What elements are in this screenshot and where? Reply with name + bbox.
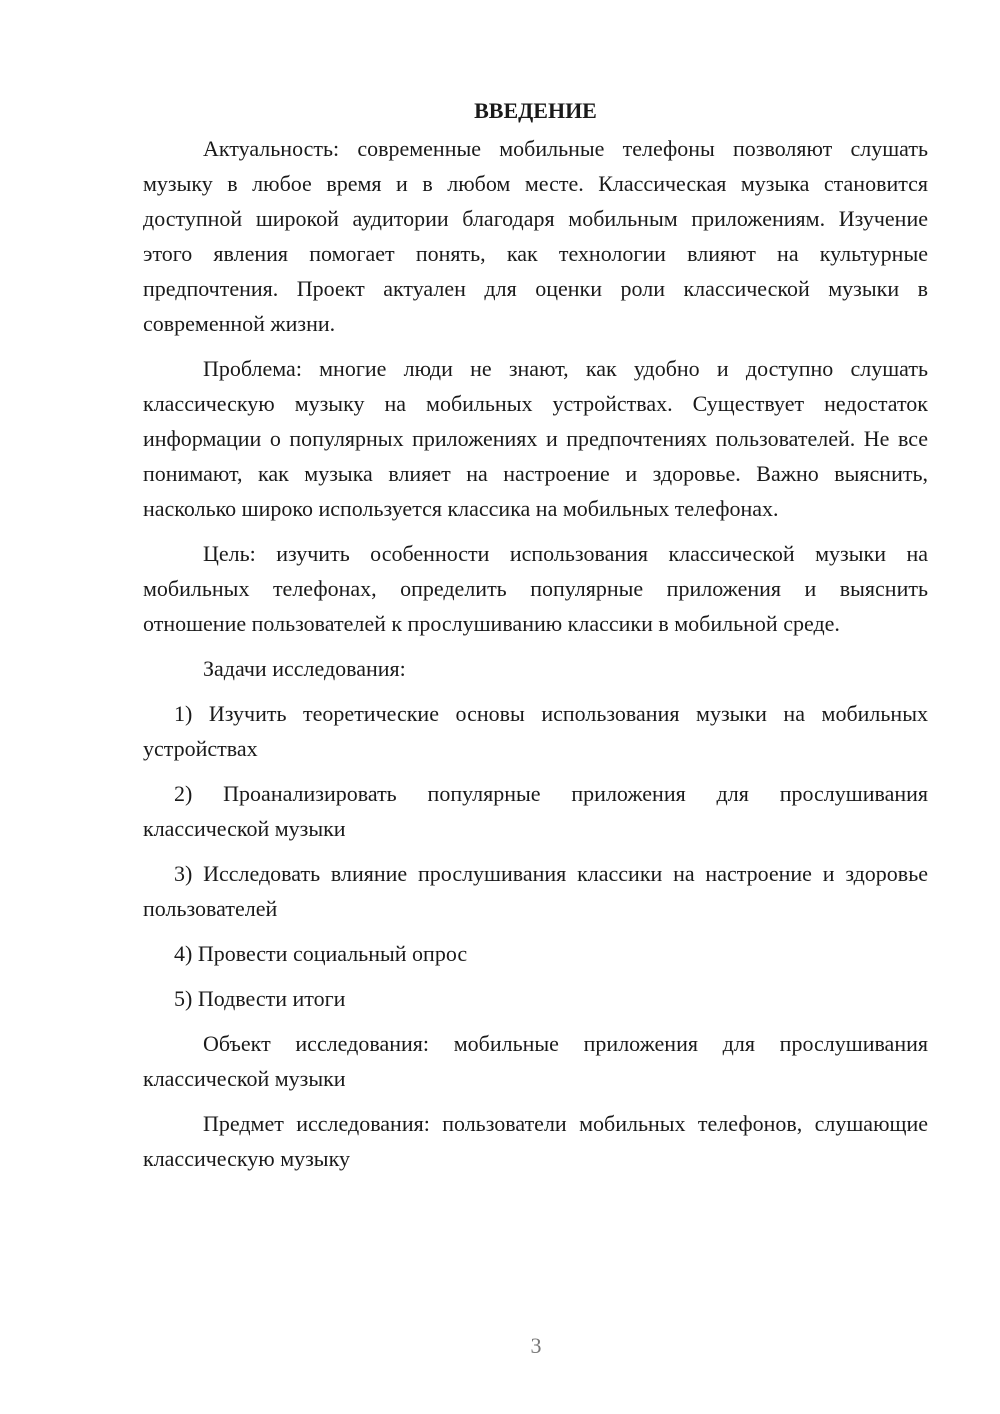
- task-item-1: 1) Изучить теоретические основы использования музыки на мобильных устройствах: [143, 701, 928, 761]
- relevance-paragraph: Актуальность: современные мобильные телефоны позволяют слушать музыку в любое время и в любом месте. Классическая музыка становится доступной широкой аудитории благодаря мобильным приложениям. Изучение этого явления помогает понять, как технологии влияют на культурные предпочтения. Проект актуален для оценки роли классической музыки в современной жизни.: [143, 136, 928, 336]
- task-item-2: 2) Проанализировать популярные приложения для прослушивания классической музыки: [143, 781, 928, 841]
- task-item-5: 5) Подвести итоги: [174, 986, 346, 1011]
- object-paragraph: Объект исследования: мобильные приложения для прослушивания классической музыки: [143, 1031, 928, 1091]
- goal-paragraph: Цель: изучить особенности использования классической музыки на мобильных телефонах, определить популярные приложения и выяснить отношение пользователей к прослушиванию классики в мобильной среде.: [143, 541, 928, 636]
- tasks-intro: Задачи исследования:: [203, 656, 406, 681]
- section-heading: ВВЕДЕНИЕ: [474, 98, 597, 123]
- document-page: [143, 93, 928, 1186]
- page-number: 3: [530, 1333, 542, 1358]
- subject-paragraph: Предмет исследования: пользователи мобильных телефонов, слушающие классическую музыку: [143, 1111, 928, 1171]
- task-item-3: 3) Исследовать влияние прослушивания классики на настроение и здоровье пользователей: [143, 861, 928, 921]
- problem-paragraph: Проблема: многие люди не знают, как удобно и доступно слушать классическую музыку на мобильных устройствах. Существует недостаток информации о популярных приложениях и предпочтениях пользователей. Не все понимают, как музыка влияет на настроение и здоровье. Важно выяснить, насколько широко используется классика на мобильных телефонах.: [143, 356, 928, 521]
- task-item-4: 4) Провести социальный опрос: [174, 941, 468, 966]
